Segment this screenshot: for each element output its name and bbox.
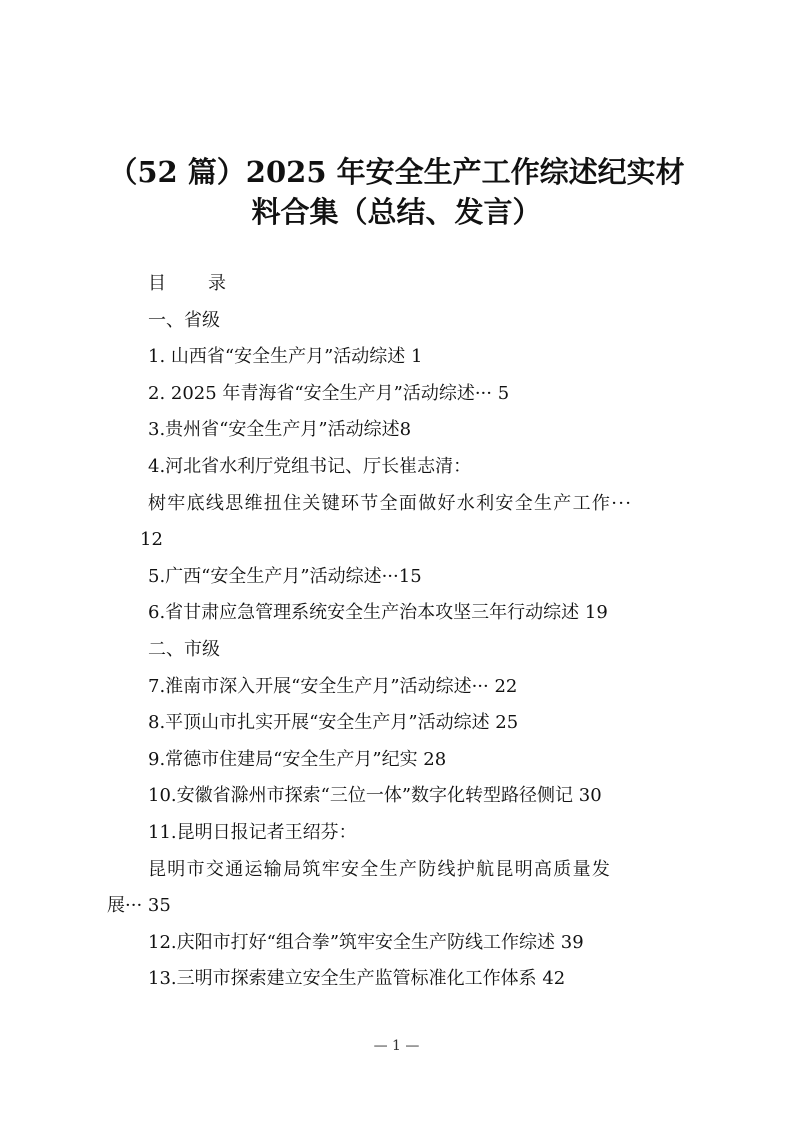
- toc-entry-page-number: 12: [140, 529, 163, 551]
- toc-entry: 7.淮南市深入开展“安全生产月”活动综述··· 22: [148, 675, 518, 697]
- document-title-line-1: （52 篇）2025 年安全生产工作综述纪实材: [108, 155, 685, 189]
- toc-heading: 目 录: [148, 273, 238, 294]
- table-of-contents: [0, 272, 793, 1004]
- toc-entry-continued: 昆明市交通运输局筑牢安全生产防线护航昆明高质量发: [148, 858, 612, 880]
- toc-entry: 3.贵州省“安全生产月”活动综述8: [148, 419, 412, 441]
- document-title-line-2: 料合集（总结、发言）: [251, 195, 542, 229]
- toc-entry: 5.广西“安全生产月”活动综述···15: [148, 565, 422, 587]
- toc-entry: 6.省甘肃应急管理系统安全生产治本攻坚三年行动综述 19: [148, 602, 608, 624]
- toc-entry: 2. 2025 年青海省“安全生产月”活动综述··· 5: [148, 382, 510, 404]
- toc-entry: 4.河北省水利厅党组书记、厅长崔志清：: [148, 455, 472, 477]
- page-number: — 1 —: [373, 1038, 420, 1054]
- toc-entry: 10.安徽省滁州市探索“三位一体”数字化转型路径侧记 30: [148, 785, 602, 807]
- toc-entry: 9.常德市住建局“安全生产月”纪实 28: [148, 748, 447, 770]
- toc-section-municipal: 二、市级: [148, 638, 220, 660]
- toc-entry: 11.昆明日报记者王绍芬：: [148, 821, 357, 843]
- toc-entry: 13.三明市探索建立安全生产监管标准化工作体系 42: [148, 968, 566, 990]
- toc-entry-wrapped: 展··· 35: [107, 895, 171, 917]
- toc-entry: 1. 山西省“安全生产月”活动综述 1: [148, 346, 423, 368]
- toc-entry: 8.平顶山市扎实开展“安全生产月”活动综述 25: [148, 712, 519, 734]
- toc-entry-continued: 树牢底线思维扭住关键环节全面做好水利安全生产工作···: [148, 492, 633, 514]
- toc-section-provincial: 一、省级: [148, 309, 220, 331]
- toc-entry: 12.庆阳市打好“组合拳”筑牢安全生产防线工作综述 39: [148, 931, 584, 953]
